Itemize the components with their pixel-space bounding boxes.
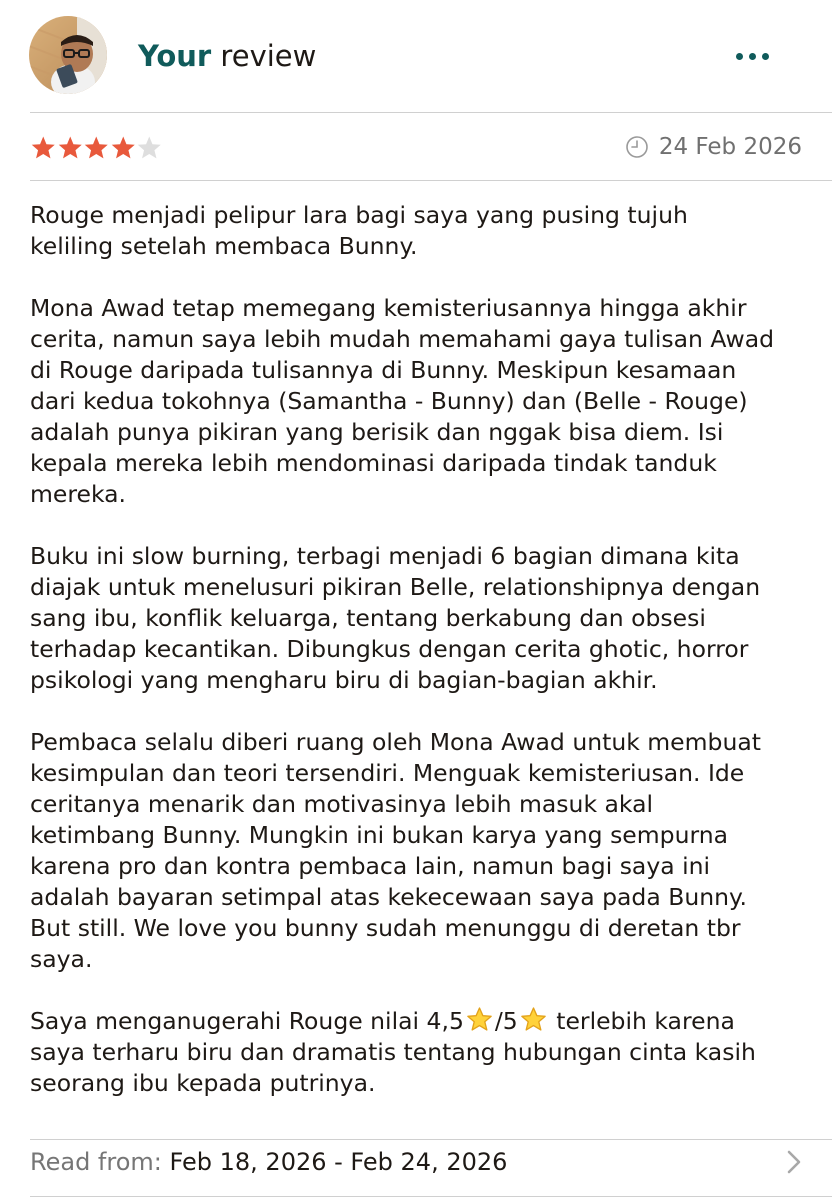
divider bbox=[30, 112, 832, 113]
review-line: di Rouge daripada tulisannya di Bunny. Meskipun kesamaan bbox=[30, 356, 737, 384]
read-dates bbox=[30, 1147, 507, 1177]
review-line: Mona Awad tetap memegang kemisteriusannya hingga akhir bbox=[30, 294, 747, 322]
title-accent: Your bbox=[138, 39, 212, 73]
review-paragraph-final bbox=[30, 1006, 820, 1099]
clock-icon bbox=[625, 135, 649, 159]
review-paragraph bbox=[30, 541, 820, 696]
divider bbox=[30, 180, 832, 181]
review-line: sang ibu, konflik keluarga, tentang berkabung dan obsesi bbox=[30, 604, 706, 632]
star-rating bbox=[30, 135, 163, 161]
review-line: mereka. bbox=[30, 480, 127, 508]
star-filled-icon[interactable] bbox=[110, 135, 137, 161]
final-text-3: terlebih karena bbox=[548, 1007, 735, 1035]
star-empty-icon[interactable] bbox=[136, 135, 163, 161]
title-rest: review bbox=[211, 39, 317, 73]
review-line: saya. bbox=[30, 945, 93, 973]
review-date bbox=[625, 132, 802, 162]
star-emoji-icon bbox=[518, 1006, 549, 1033]
read-from-value: Feb 18, 2026 - Feb 24, 2026 bbox=[161, 1148, 508, 1176]
read-dates-row[interactable] bbox=[0, 1139, 832, 1199]
dot-icon bbox=[736, 53, 743, 60]
rating-row bbox=[0, 114, 832, 180]
review-line: ketimbang Bunny. Mungkin ini bukan karya yang sempurna bbox=[30, 821, 729, 849]
review-line: Buku ini slow burning, terbagi menjadi 6 bagian dimana kita bbox=[30, 542, 740, 570]
dot-icon bbox=[762, 53, 769, 60]
review-line: diajak untuk menelusuri pikiran Belle, relationshipnya dengan bbox=[30, 573, 761, 601]
review-line: kesimpulan dan teori tersendiri. Menguak kemisteriusan. Ide bbox=[30, 759, 745, 787]
review-paragraph bbox=[30, 727, 820, 975]
review-line: Pembaca selalu diberi ruang oleh Mona Awad untuk membuat bbox=[30, 728, 761, 756]
review-body bbox=[30, 200, 820, 1099]
review-line: But still. We love you bunny sudah menunggu di deretan tbr bbox=[30, 914, 741, 942]
more-options-button[interactable] bbox=[728, 38, 776, 74]
review-line: adalah bayaran setimpal atas kekecewaan saya pada Bunny. bbox=[30, 883, 748, 911]
review-line: terhadap kecantikan. Dibungkus dengan cerita ghotic, horror bbox=[30, 635, 749, 663]
review-line: adalah punya pikiran yang berisik dan nggak bisa diem. Isi bbox=[30, 418, 724, 446]
page-title bbox=[138, 38, 316, 74]
dot-icon bbox=[749, 53, 756, 60]
review-line: keliling setelah membaca Bunny. bbox=[30, 232, 418, 260]
review-line bbox=[30, 1006, 820, 1037]
star-filled-icon[interactable] bbox=[83, 135, 110, 161]
review-line: psikologi yang mengharu biru di bagian-bagian akhir. bbox=[30, 666, 658, 694]
review-line: cerita, namun saya lebih mudah memahami gaya tulisan Awad bbox=[30, 325, 775, 353]
review-line: dari kedua tokohnya (Samantha - Bunny) dan (Belle - Rouge) bbox=[30, 387, 748, 415]
review-line: saya terharu biru dan dramatis tentang hubungan cinta kasih bbox=[30, 1038, 756, 1066]
avatar[interactable] bbox=[29, 16, 107, 94]
review-line: seorang ibu kepada putrinya. bbox=[30, 1069, 376, 1097]
read-from-label: Read from: bbox=[30, 1148, 162, 1176]
review-header bbox=[0, 0, 832, 112]
chevron-right-icon bbox=[786, 1149, 802, 1175]
final-text-1: Saya menganugerahi Rouge nilai 4,5 bbox=[30, 1007, 464, 1035]
review-line: ceritanya menarik dan motivasinya lebih masuk akal bbox=[30, 790, 654, 818]
star-filled-icon[interactable] bbox=[30, 135, 57, 161]
date-text: 24 Feb 2026 bbox=[658, 134, 802, 160]
review-line: kepala mereka lebih mendominasi daripada tindak tanduk bbox=[30, 449, 717, 477]
review-line: Rouge menjadi pelipur lara bagi saya yang pusing tujuh bbox=[30, 201, 688, 229]
divider bbox=[30, 1196, 832, 1197]
review-paragraph bbox=[30, 293, 820, 510]
star-emoji-icon bbox=[464, 1006, 495, 1033]
review-paragraph bbox=[30, 200, 820, 262]
final-text-2: /5 bbox=[494, 1007, 518, 1035]
star-filled-icon[interactable] bbox=[57, 135, 84, 161]
review-line: karena pro dan kontra pembaca lain, namun bagi saya ini bbox=[30, 852, 711, 880]
